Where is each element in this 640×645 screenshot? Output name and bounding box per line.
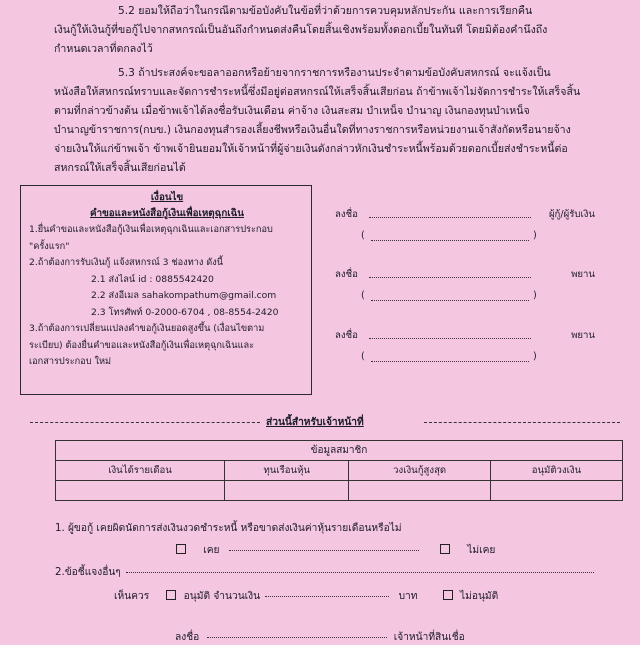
paren-close: ) — [533, 290, 537, 301]
sign-label: ลงชื่อ — [175, 632, 200, 643]
column-header: เงินได้รายเดือน — [56, 461, 225, 481]
printed-name-line[interactable] — [371, 240, 529, 241]
condition-item-3: 3.ถ้าต้องการเปลี่ยนแปลงคำขอกู้เงินยอดสูงขึ้น (เงื่อนไขตาม — [29, 323, 265, 334]
conditions-heading: เงื่อนไข — [150, 192, 184, 203]
staff-signature-line[interactable] — [207, 637, 387, 638]
contact-line-value: 0885542420 — [155, 273, 214, 285]
signature-line[interactable] — [369, 217, 531, 218]
dashed-rule — [424, 422, 620, 423]
printed-name-line[interactable] — [371, 361, 529, 362]
clause-line: กำหนดเวลาที่ตกลงไว้ — [54, 43, 153, 55]
signature-borrower — [335, 207, 625, 246]
staff-section-divider — [30, 416, 620, 428]
table-cell-max-limit[interactable] — [349, 481, 490, 501]
clause-line: เงินกู้ให้เงินกู้ที่ขอกู้ไปจากสหกรณ์เป็นอันถึงกำหนดส่งคืนโดยสิ้นเชิงพร้อมทั้งดอกเบี้ยในทันที โดยมิต้องคำนึงถึง — [54, 24, 548, 36]
condition-item-2: 2.ถ้าต้องการรับเงินกู้ แจ้งสหกรณ์ 3 ช่องทาง ดังนี้ — [29, 257, 224, 268]
contact-email-label: 2.2 ส่งอีเมล — [91, 290, 142, 301]
sign-label: ลงชื่อ — [335, 209, 358, 220]
question-2-label: 2.ข้อชี้แจงอื่นๆ — [55, 567, 121, 578]
condition-item-3-cont: เอกสารประกอบ ใหม่ — [29, 356, 112, 367]
table-caption: ข้อมูลสมาชิก — [56, 441, 623, 461]
paren-close: ) — [533, 351, 537, 362]
clause-line: บำนาญข้าราชการ(กบข.) เงินกองทุนสำรองเลี้ยงชีพหรือเงินอื่นใดที่ทางราชการหรือหน่วยงานเจ้าสังกัดหรือนายจ้าง — [54, 124, 571, 136]
dashed-rule — [30, 422, 260, 423]
checkbox-yes[interactable] — [176, 544, 186, 554]
clause-line: ตามที่กล่าวข้างต้น เมื่อข้าพเจ้าได้ลงชื่อรับเงินเดือน ค่าจ้าง เงินสะสม บำเหน็จ บำนาญ เงินกองทุนบำเหน็จ — [54, 105, 530, 117]
contact-email — [29, 288, 305, 305]
printed-name-line[interactable] — [371, 300, 529, 301]
option-no-label: ไม่เคย — [467, 545, 496, 556]
sign-label: ลงชื่อ — [335, 269, 358, 280]
table-cell-share-capital[interactable] — [225, 481, 349, 501]
contact-phone-value: 0-2000-6704 , 08-8554-2420 — [145, 306, 279, 318]
yes-detail-line[interactable] — [229, 550, 419, 551]
clause-5-2 — [54, 2, 620, 59]
contact-phone-label: 2.3 โทรศัพท์ — [91, 306, 146, 318]
clause-line: หนังสือให้สหกรณ์ทราบและจัดการชำระหนี้ซึ่งมีอยู่ต่อสหกรณ์ให้เสร็จสิ้นเสียก่อน ถ้าข้าพเจ้าไม่จัดการชำระให้เสร็จสิ้น — [54, 86, 581, 98]
approve-label: อนุมัติ จำนวนเงิน — [183, 591, 261, 602]
signature-role: พยาน — [571, 269, 595, 280]
signature-line[interactable] — [369, 338, 531, 339]
member-info-table — [55, 440, 623, 501]
paren-open: ( — [361, 230, 365, 241]
column-header: วงเงินกู้สูงสุด — [349, 461, 490, 481]
contact-email-value: sahakompathum@gmail.com — [141, 290, 277, 301]
contact-line-label: 2.1 ส่งไลน์ id : — [91, 273, 156, 285]
reject-label: ไม่อนุมัติ — [460, 591, 499, 602]
signature-witness-1 — [335, 267, 625, 306]
condition-item-1-cont: "ครั้งแรก" — [29, 240, 70, 252]
contact-phone — [29, 305, 305, 322]
checkbox-no[interactable] — [440, 544, 450, 554]
approved-amount-line[interactable] — [265, 596, 389, 597]
column-header: ทุนเรือนหุ้น — [225, 461, 349, 481]
recommend-label: เห็นควร — [114, 591, 150, 602]
paren-open: ( — [361, 351, 365, 362]
staff-section-label: ส่วนนี้สำหรับเจ้าหน้าที่ — [266, 417, 364, 428]
clause-line: 5.2 ยอมให้ถือว่าในกรณีตามข้อบังคับในข้อที่ว่าด้วยการควบคุมหลักประกัน และการเรียกคืน — [118, 5, 533, 17]
paren-close: ) — [533, 230, 537, 241]
condition-item-3-cont: ระเบียบ) ต้องยื่นคำขอและหนังสือกู้เงินเพื่อเหตุฉุกเฉินและ — [29, 339, 255, 351]
option-no — [440, 542, 495, 558]
table-cell-approved-limit[interactable] — [490, 481, 622, 501]
question-2 — [55, 564, 594, 580]
column-header: อนุมัติวงเงิน — [490, 461, 622, 481]
signature-line[interactable] — [369, 277, 531, 278]
staff-signature-row — [175, 629, 465, 645]
signature-role: พยาน — [571, 330, 595, 341]
clause-line: จ่ายเงินให้แก่ข้าพเจ้า ข้าพเจ้ายินยอมให้เจ้าหน้าที่ผู้จ่ายเงินดังกล่าวหักเงินชำระหนี้พร้อมด้วยดอกเบี้ยส่งชำระหนี้ต่อ — [54, 143, 568, 155]
other-notes-line[interactable] — [126, 572, 594, 573]
signature-role: ผู้กู้/ผู้รับเงิน — [548, 209, 595, 220]
unit-label: บาท — [398, 591, 418, 602]
option-yes-label: เคย — [203, 545, 220, 556]
table-cell-monthly-income[interactable] — [56, 481, 225, 501]
clause-5-3 — [54, 64, 620, 178]
checkbox-approve[interactable] — [166, 590, 176, 600]
staff-role: เจ้าหน้าที่สินเชื่อ — [393, 632, 465, 643]
contact-line-id — [29, 272, 305, 289]
question-1: 1. ผู้ขอกู้ เคยผิดนัดการส่งเงินงวดชำระหนี้ หรือขาดส่งเงินค่าหุ้นรายเดือนหรือไม่ — [55, 523, 402, 534]
conditions-box — [20, 185, 312, 395]
recommendation-row — [114, 588, 498, 604]
signature-witness-2 — [335, 328, 625, 367]
option-yes — [176, 542, 419, 558]
clause-line: 5.3 ถ้าประสงค์จะขอลาออกหรือย้ายจากราชการหรืองานประจำตามข้อบังคับสหกรณ์ จะแจ้งเป็น — [118, 67, 551, 79]
condition-item-1: 1.ยื่นคำขอและหนังสือกู้เงินเพื่อเหตุฉุกเฉินและเอกสารประกอบ — [29, 224, 273, 235]
sign-label: ลงชื่อ — [335, 330, 358, 341]
checkbox-reject[interactable] — [443, 590, 453, 600]
conditions-subheading: คำขอและหนังสือกู้เงินเพื่อเหตุฉุกเฉิน — [90, 208, 244, 219]
clause-line: สหกรณ์ให้เสร็จสิ้นเสียก่อนได้ — [54, 162, 186, 174]
paren-open: ( — [361, 290, 365, 301]
